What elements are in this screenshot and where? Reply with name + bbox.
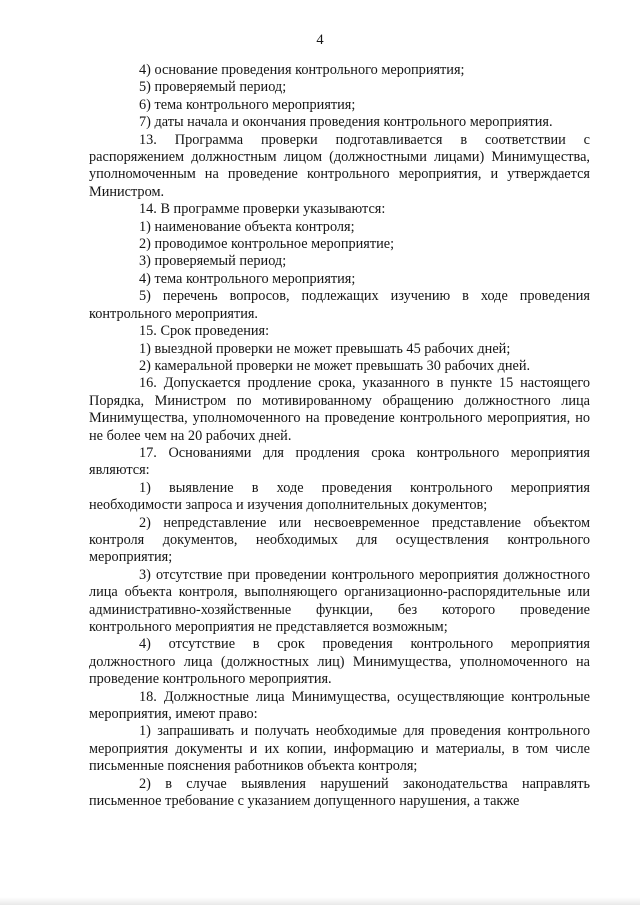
paragraph: 2) камеральной проверки не может превышать 30 рабочих дней. [139, 357, 531, 374]
paragraph: 18. Должностные лица Минимущества, осуществляющие контрольные мероприятия, имеют право: [89, 688, 590, 723]
paragraph: 13. Программа проверки подготавливается в соответствии с распоряжением должностным лицом (должностными лицами) Минимущества, уполномоченным на проведение контрольного мероприятия, и утверждается Министром. [89, 131, 590, 200]
paragraph: 1) выездной проверки не может превышать 45 рабочих дней; [139, 340, 511, 357]
paragraph: 3) отсутствие при проведении контрольного мероприятия должностного лица объекта контроля, выполняющего организационно-распорядительные или административно-хозяйственные функции, без которого проведение контрольного мероприятия не представляется возможным; [89, 566, 590, 635]
page-number: 4 [316, 32, 324, 48]
paragraph: 4) основание проведения контрольного мероприятия; [139, 62, 465, 78]
paragraph: 6) тема контрольного мероприятия; [139, 96, 356, 113]
paragraph: 5) перечень вопросов, подлежащих изучению в ходе проведения контрольного мероприятия. [89, 288, 590, 322]
paragraph: 17. Основаниями для продления срока контрольного мероприятия являются: [89, 444, 590, 479]
paragraph: 4) тема контрольного мероприятия; [139, 270, 356, 287]
scan-bottom-edge [0, 897, 640, 905]
paragraph: 14. В программе проверки указываются: [139, 201, 386, 218]
paragraph: 5) проверяемый период; [139, 79, 287, 96]
paragraph: 2) в случае выявления нарушений законодательства направлять письменное требование с указанием допущенного нарушения, а также [89, 775, 590, 810]
paragraph: 7) даты начала и окончания проведения контрольного мероприятия. [139, 114, 553, 131]
paragraph: 2) проводимое контрольное мероприятие; [139, 236, 395, 253]
paragraph: 15. Срок проведения: [139, 323, 270, 340]
paragraph: 1) запрашивать и получать необходимые для проведения контрольного мероприятия документы и их копии, информацию и материалы, в том числе письменные пояснения работников объекта контроля; [89, 723, 590, 775]
paragraph: 3) проверяемый период; [139, 253, 287, 270]
paragraph: 2) непредставление или несвоевременное представление объектом контроля документов, необходимых для осуществления контрольного мероприятия; [89, 514, 590, 566]
document-body [89, 62, 590, 810]
paragraph: 4) отсутствие в срок проведения контрольного мероприятия должностного лица (должностных лиц) Минимущества, уполномоченного на проведение контрольного мероприятия. [89, 636, 590, 688]
paragraph: 1) выявление в ходе проведения контрольного мероприятия необходимости запроса и изучения дополнительных документов; [89, 479, 590, 514]
paragraph: 16. Допускается продление срока, указанного в пункте 15 настоящего Порядка, Министром по мотивированному обращению должностного лица Минимущества, уполномоченного на проведение контрольного мероприятия, но не более чем на 20 рабочих дней. [89, 375, 590, 444]
paragraph: 1) наименование объекта контроля; [139, 218, 355, 235]
